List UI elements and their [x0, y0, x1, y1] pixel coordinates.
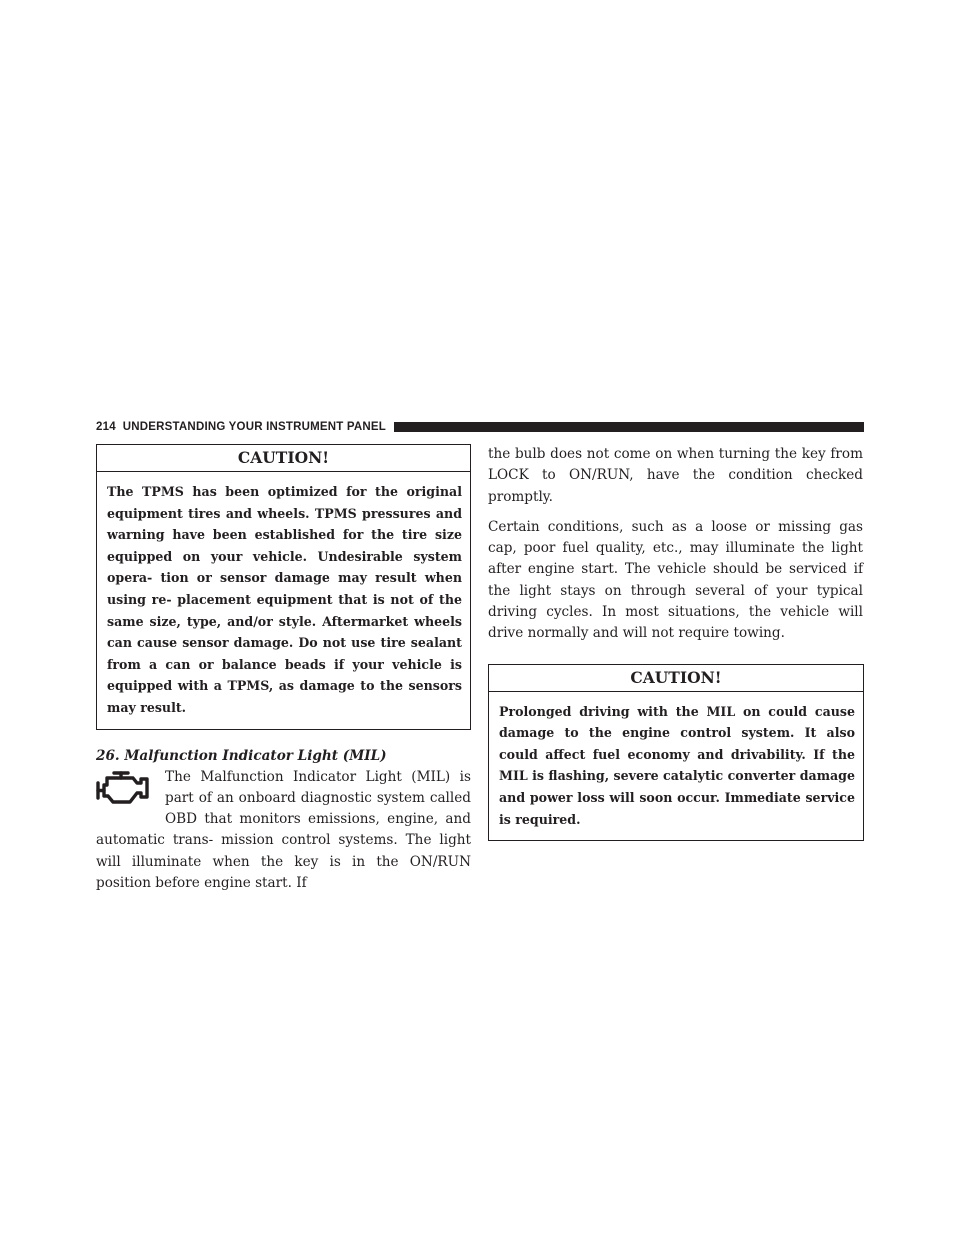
item-heading-mil: 26. Malfunction Indicator Light (MIL) — [96, 747, 387, 764]
section-title: UNDERSTANDING YOUR INSTRUMENT PANEL — [122, 421, 386, 433]
caution-box-tpms — [96, 444, 471, 730]
page-header — [96, 419, 864, 435]
caution-title: CAUTION! — [489, 665, 863, 692]
paragraph-conditions: Certain conditions, such as a loose or missing gas cap, poor fuel quality, etc., may illuminate the light after engine start. The vehicle should be serviced if the light stays on through several of your typical driving cycles. In most situations, the vehicle will drive normally and will not require towing. — [488, 518, 863, 642]
caution-text: Prolonged driving with the MIL on could cause damage to the engine control system. It also could affect fuel economy and drivability. If the MIL is flashing, severe catalytic converter damage and power loss will soon occur. Immediate service is required. — [499, 703, 855, 827]
continued-paragraph: the bulb does not come on when turning the key from LOCK to ON/RUN, have the condition checked promptly. — [488, 446, 863, 505]
caution-title: CAUTION! — [97, 445, 470, 472]
caution-box-mil — [488, 664, 864, 842]
caution-text: The TPMS has been optimized for the original equipment tires and wheels. TPMS pressures and warning have been established for the tire size equipped on your vehicle. Undesirable system opera- tion or sensor damage may result when using re- placement equipment that is not of the same size, type, and/or style. Aftermarket wheels can cause sensor damage. Do not use tire sealant from a can or balance beads if your vehicle is equipped with a TPMS, as damage to the sensors may result. — [107, 484, 462, 715]
left-column — [96, 444, 471, 894]
check-engine-icon — [94, 769, 162, 811]
header-rule — [394, 422, 864, 432]
item-text-mil: The Malfunction Indicator Light (MIL) is part of an onboard diagnostic system called OBD that monitors emissions, engine, and automatic trans- mission control systems. The light will illuminate when the key is in the ON/RUN position before engine start. If — [96, 768, 471, 892]
right-column — [488, 444, 863, 841]
page-number: 214 — [96, 421, 116, 433]
